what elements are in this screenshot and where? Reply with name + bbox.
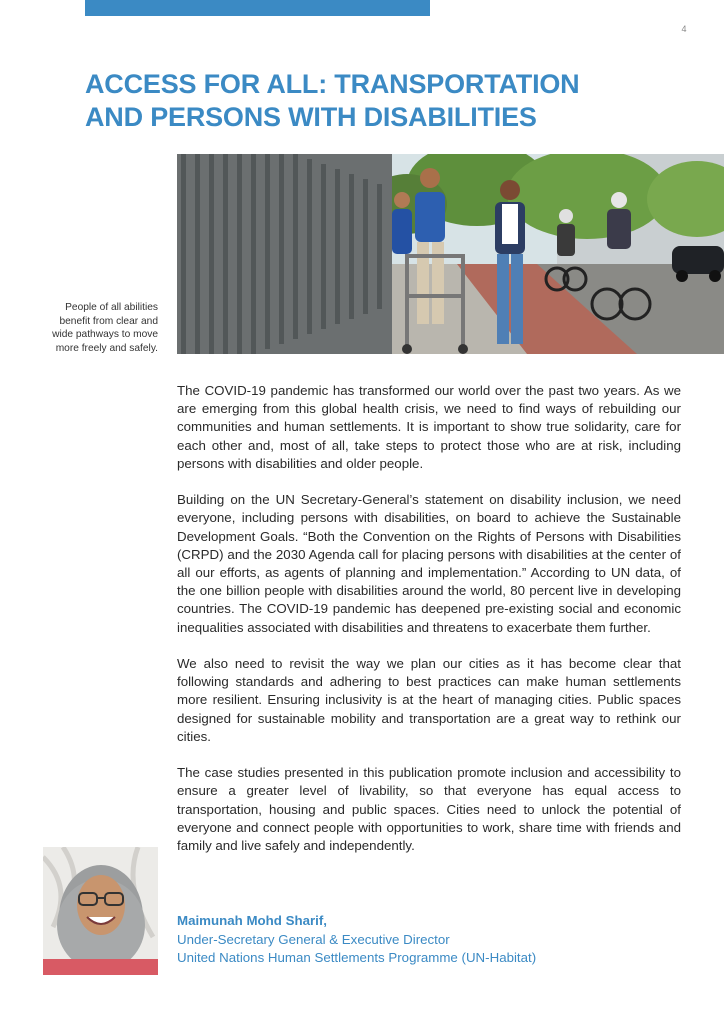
signatory-organization: United Nations Human Settlements Programme (UN-Habitat): [177, 950, 537, 965]
signatory-name: Maimunah Mohd Sharif,: [177, 913, 327, 928]
title-line-2: AND PERSONS WITH DISABILITIES: [85, 102, 537, 132]
paragraph-4: The case studies presented in this publication promote inclusion and accessibility to ensure a greater level of livability, so that everyone has equal access to transportation, housing and public spaces. Cities need to unlock the potential of everyone and connect people with opportunities to work, share time with friends and family and live safely and independently.: [177, 765, 681, 854]
header-accent-bar: [85, 0, 430, 16]
signatory-role: Under-Secretary General & Executive Director: [177, 931, 450, 947]
page-number: 4: [681, 24, 687, 34]
page-title: [85, 68, 685, 134]
street-photo: [177, 154, 724, 354]
signature-block: [177, 912, 657, 968]
author-portrait: [43, 847, 158, 975]
title-line-1: ACCESS FOR ALL: TRANSPORTATION: [85, 69, 580, 99]
caption-line-3: wide pathways to move: [52, 329, 158, 340]
street-scene-illustration: [177, 154, 724, 354]
portrait-illustration: [43, 847, 158, 975]
paragraph-1: The COVID-19 pandemic has transformed our world over the past two years. As we are emerging from this global health crisis, we need to find ways of rebuilding our communities and human settlements. It is important to show true solidarity, care for each other and, most of all, take steps to protect those who are at risk, including persons with disabilities and older people.: [177, 383, 681, 471]
caption-line-2: benefit from clear and: [59, 315, 158, 327]
paragraph-2: Building on the UN Secretary-General’s statement on disability inclusion, we need everyone, including persons with disabilities, on board to achieve the Sustainable Development Goals. “Both the Convention on the Rights of Persons with Disabilities (CRPD) and the 2030 Agenda call for placing persons with disabilities at the center of all our efforts, as agents of planning and implementation.” According to UN data, of the one billion people with disabilities around the world, 80 percent live in developing countries. The COVID-19 pandemic has deepened pre-existing social and economic inequalities associated with disabilities and threatens to exacerbate them further.: [177, 492, 681, 635]
paragraph-3: We also need to revisit the way we plan our cities as it has become clear that following standards and adhering to best practices can make human settlements more resilient. Ensuring inclusivity is at the heart of managing cities. Public spaces designed for sustainable mobility and transportation are a great way to rethink our cities.: [177, 656, 681, 744]
caption-line-1: People of all abilities: [65, 302, 158, 313]
caption-line-4: more freely and safely.: [55, 342, 158, 354]
letter-body: [177, 382, 681, 873]
photo-caption: [40, 301, 158, 355]
